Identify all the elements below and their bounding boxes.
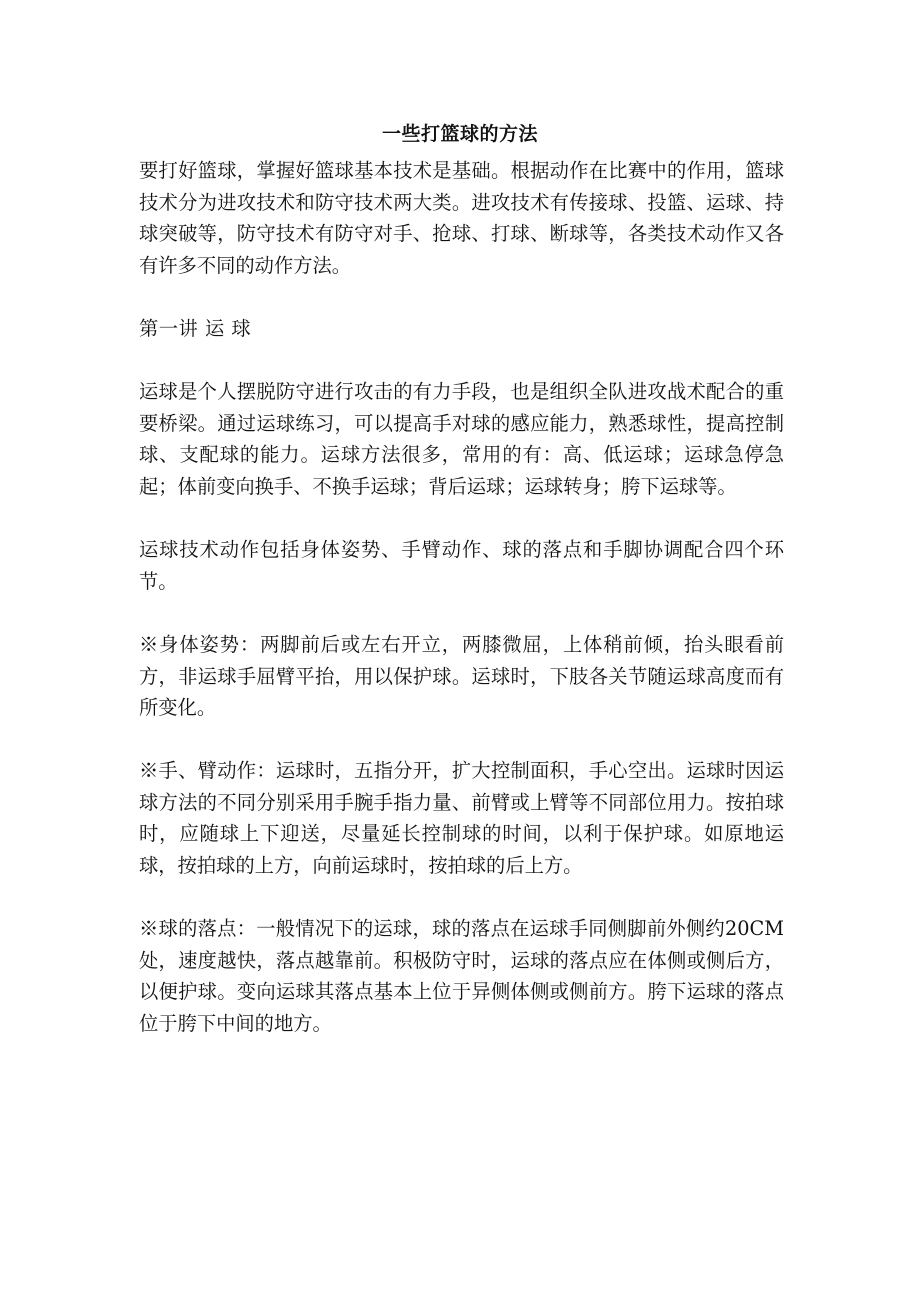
body-paragraph: ※身体姿势：两脚前后或左右开立，两膝微屈，上体稍前倾，抬头眼看前方，非运球手屈臂平抬，用以保护球。运球时，下肢各关节随运球高度而有所变化。: [139, 632, 784, 720]
body-paragraph: 运球是个人摆脱防守进行攻击的有力手段，也是组织全队进攻战术配合的重要桥梁。通过运球练习，可以提高手对球的感应能力，熟悉球性，提高控制球、支配球的能力。运球方法很多，常用的有：高、低运球；运球急停急起；体前变向换手、不换手运球；背后运球；运球转身；胯下运球等。: [139, 380, 784, 498]
paragraph-spacer: [139, 597, 784, 629]
paragraph-spacer: [139, 281, 784, 313]
body-paragraph: ※手、臂动作：运球时，五指分开，扩大控制面积，手心空出。运球时因运球方法的不同分别采用手腕手指力量、前臂或上臂等不同部位用力。按拍球时，应随球上下迎送，尽量延长控制球的时间，以利于保护球。如原地运球，按拍球的上方，向前运球时，按拍球的后上方。: [139, 759, 784, 878]
section-heading: 第一讲 运 球: [139, 316, 252, 340]
paragraph-spacer: [139, 503, 784, 535]
paragraph-spacer: [139, 724, 784, 756]
page-title: 一些打篮球的方法: [381, 123, 538, 145]
intro-paragraph: 要打好篮球，掌握好篮球基本技术是基础。根据动作在比赛中的作用，篮球技术分为进攻技术和防守技术两大类。进攻技术有传接球、投篮、运球、持球突破等，防守技术有防守对手、抢球、打球、断球等，各类技术动作又各有许多不同的动作方法。: [139, 159, 784, 277]
document-body: [139, 155, 784, 1040]
body-paragraph: 运球技术动作包括身体姿势、手臂动作、球的落点和手脚协调配合四个环节。: [139, 538, 784, 593]
paragraph-spacer: [139, 345, 784, 377]
body-paragraph: ※球的落点：一般情况下的运球，球的落点在运球手同侧脚前外侧约20CM处，速度越快，落点越靠前。积极防守时，运球的落点应在体侧或侧后方，以便护球。变向运球其落点基本上位于异侧体侧或侧前方。胯下运球的落点位于胯下中间的地方。: [139, 917, 784, 1036]
paragraph-spacer: [139, 882, 784, 914]
